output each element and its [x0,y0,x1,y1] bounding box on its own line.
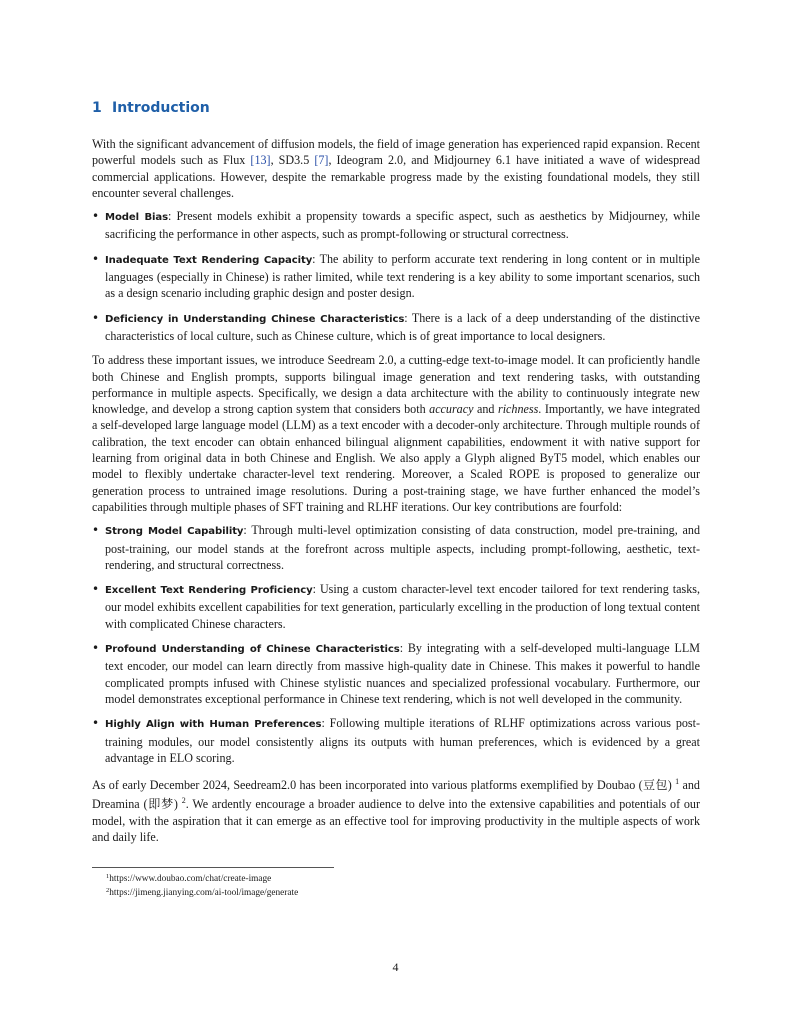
section-title: Introduction [112,100,210,116]
item-label: Strong Model Capability [105,526,244,538]
footnote-divider [92,867,334,868]
footnote-url[interactable]: https://www.doubao.com/chat/create-image [109,874,272,884]
text-run: , Ideogram 2.0, and Midjourney 6.1 have initiated a wave of widespread commercial applications. However, despite the remarkable progress made by the existing foundational models, they still encounter several challenges. [92,153,700,200]
footnote [106,885,606,899]
item-text: : Using a custom character-level text encoder tailored for text rendering tasks, our model exhibits excellent capabilities for text generation, particularly excelling in the production of long textual content with complicated Chinese characters. [105,582,700,631]
list-item [92,251,700,302]
text-run: With the significant advancement of diffusion models, the field of image generation has experienced rapid expansion. Recent powerful models such as Flux [92,137,700,168]
list-item [92,310,700,345]
item-text: : Following multiple iterations of RLHF optimizations across various post-training modules, our model consistently aligns its outputs with human preferences, which is evidenced by a great advantage in ELO scoring. [105,716,701,765]
item-label: Profound Understanding of Chinese Characteristics [105,644,400,656]
item-label: Deficiency in Understanding Chinese Characteristics [105,313,405,325]
list-item [92,715,700,766]
section-number: 1 [92,100,102,116]
text-run: and [473,402,498,417]
deployment-paragraph [92,774,700,845]
item-text: : Through multi-level optimization consisting of data construction, model pre-training, and post-training, our model stands at the forefront across multiple aspects, including prompt-following, aesthetic, text-rendering, and structural correctness. [105,523,700,572]
item-text: : By integrating with a self-developed multi-language LLM text encoder, our model can learn directly from massive high-quality date in Chinese. This makes it powerful to handle complicated prompts infused with Chinese stylistic nuances and specialized professional vocabulary. Furthermore, our model demonstrates exceptional performance in Chinese text rendering, which is not well developed in the community. [105,641,700,706]
footnote-marker[interactable]: 2 [181,796,186,806]
footnote-number: 1 [106,873,110,880]
emphasis: accuracy [429,402,474,417]
contributions-list [92,522,700,766]
text-run: As of early December 2024, Seedream2.0 has been incorporated into various platforms exemplified by Doubao (豆包) [92,778,676,793]
text-run: , SD3.5 [270,153,315,168]
citation-link[interactable]: [13] [250,153,271,168]
text-run: and Dreamina (即梦) [92,778,700,812]
item-text: : Present models exhibit a propensity towards a specific aspect, such as aesthetics by Midjourney, while sacrificing the performance in other aspects, such as prompt-following or structural correctness. [105,209,700,242]
intro-paragraph [92,136,700,201]
item-label: Excellent Text Rendering Proficiency [105,585,313,597]
item-label: Model Bias [105,212,169,224]
list-item [92,208,700,243]
list-item [92,522,700,573]
item-text: : The ability to perform accurate text rendering in long content or in multiple languages (especially in Chinese) is rather limited, while text rendering is a key ability to some important scenarios, such as a design scenario including graphic design and poster design. [105,251,700,301]
emphasis: richness [497,402,539,417]
challenges-list [92,208,700,344]
footnote-number: 2 [106,887,110,894]
text-run: To address these important issues, we introduce Seedream 2.0, a cutting-edge text-to-image model. It can proficiently handle both Chinese and English prompts, supports bilingual image generation and text rendering tasks, with outstanding performance in multiple aspects. Specifically, we design a data architecture with the ability to continuously integrate new knowledge, and develop a strong caption system that considers both [92,353,700,417]
text-run: . We ardently encourage a broader audience to delve into the extensive capabilities and potentials of our model, with the aspiration that it can emerge as an effective tool for improving productivity in the multiple aspects of work and daily life. [92,797,701,844]
main-content [92,98,700,852]
footnote [106,871,606,885]
approach-paragraph [92,352,700,515]
list-item [92,640,700,707]
page-number: 4 [392,960,399,974]
footnotes [106,871,606,899]
list-item [92,581,700,632]
footnote-url[interactable]: https://jimeng.jianying.com/ai-tool/image/generate [109,888,299,898]
footnote-marker[interactable]: 1 [675,777,680,787]
item-label: Inadequate Text Rendering Capacity [105,254,313,266]
text-run: . Importantly, we have integrated a self-developed large language model (LLM) as a text encoder with a decoder-only architecture. Through multiple rounds of calibration, the text encoder can obtain enhanced bilingual alignment capabilities, endowment it with native support for learning from original data in both Chinese and English. We also apply a Glyph aligned ByT5 model, which enables our model to flexibly undertake character-level text rendering. Moreover, a Scaled ROPE is proposed to generalize our generation process to untrained image resolutions. During a post-training stage, we have further enhanced the model’s capabilities through multiple phases of SFT training and RLHF iterations. Our key contributions are fourfold: [92,402,701,514]
item-text: : There is a lack of a deep understanding of the distinctive characteristics of local culture, such as Chinese culture, which is of great importance to local designers. [105,310,700,343]
section-heading [92,98,700,118]
item-label: Highly Align with Human Preferences [105,719,322,731]
citation-link[interactable]: [7] [314,153,329,168]
